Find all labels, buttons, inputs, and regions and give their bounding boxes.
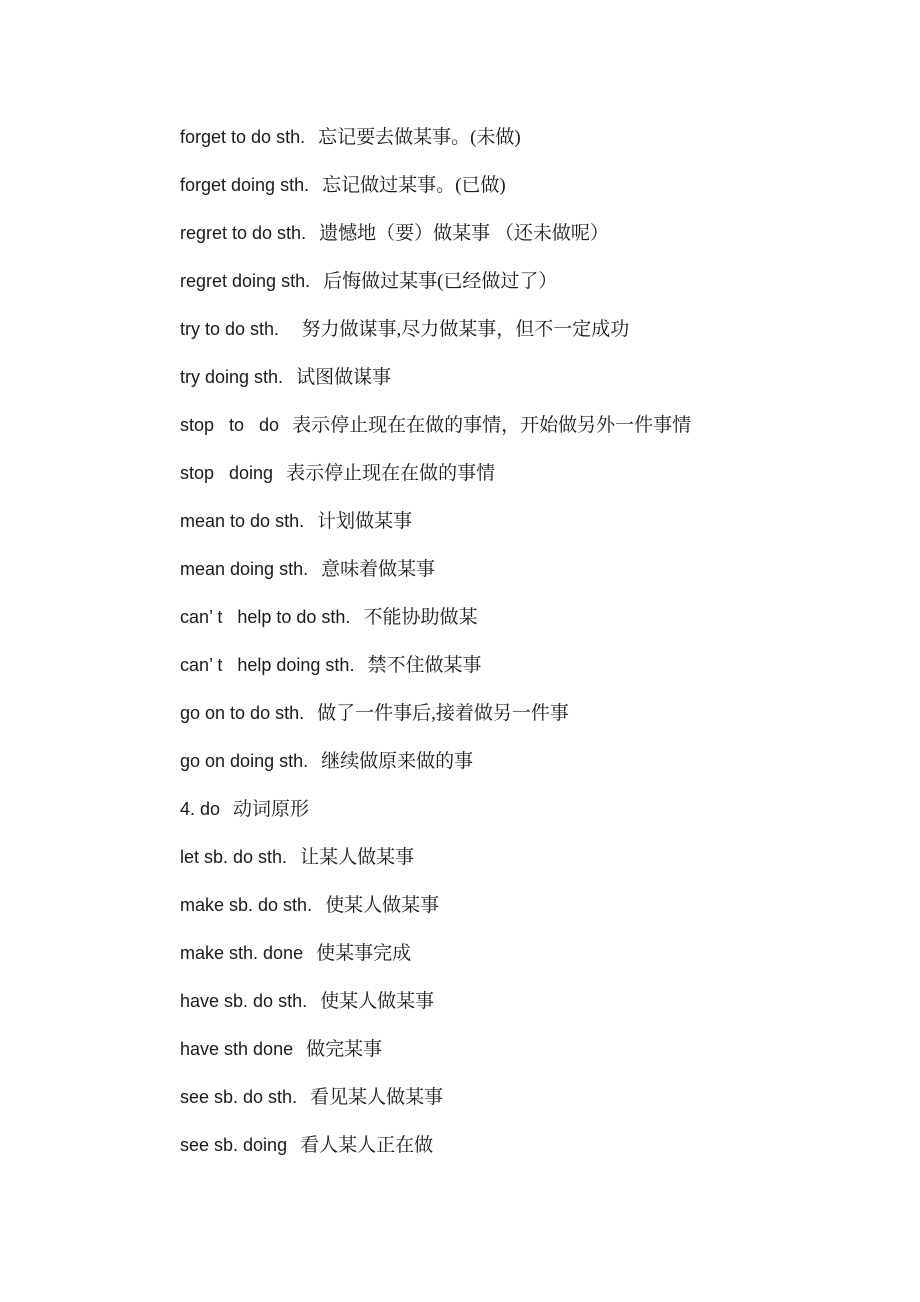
phrase-line [180,1073,880,1121]
chinese-explanation: 忘记做过某事。(已做) [322,175,506,196]
phrase-line [180,977,880,1025]
chinese-explanation: 表示停止现在在做的事情，开始做另外一件事情 [292,415,692,436]
english-phrase: make sth. done [180,943,304,963]
english-phrase: forget to do sth. [180,127,306,147]
english-phrase: go on doing sth. [180,751,309,771]
phrase-line [180,833,880,881]
chinese-explanation: 忘记要去做某事。(未做) [318,127,521,148]
phrase-line [180,737,880,785]
phrase-line [180,113,880,161]
english-phrase: mean to do sth. [180,511,305,531]
english-phrase: have sth done [180,1039,294,1059]
english-phrase: let sb. do sth. [180,847,288,867]
english-phrase: regret doing sth. [180,271,311,291]
phrase-line [180,161,880,209]
english-phrase: try doing sth. [180,367,284,387]
chinese-explanation: 让某人做某事 [300,847,415,868]
phrase-line [180,641,880,689]
chinese-explanation: 表示停止现在在做的事情 [286,463,496,484]
phrase-line [180,305,880,353]
english-phrase: see sb. do sth. [180,1087,298,1107]
english-phrase: 4. do [180,799,221,819]
english-phrase: make sb. do sth. [180,895,313,915]
phrase-line [180,401,880,449]
english-phrase: see sb. doing [180,1135,288,1155]
phrase-line [180,449,880,497]
chinese-explanation: 努力做谋事,尽力做某事，但不一定成功 [292,319,630,340]
chinese-explanation: 禁不住做某事 [367,655,482,676]
phrase-line [180,353,880,401]
phrase-line [180,545,880,593]
chinese-explanation: 不能协助做某 [363,607,478,628]
phrase-line [180,497,880,545]
phrase-line [180,1121,880,1169]
phrase-line [180,929,880,977]
phrase-line [180,785,880,833]
english-phrase: regret to do sth. [180,223,307,243]
phrase-line [180,689,880,737]
phrase-line [180,1025,880,1073]
chinese-explanation: 遗憾地（要）做某事 （还未做呢） [319,223,609,244]
english-phrase: stop doing [180,463,274,483]
chinese-explanation: 做完某事 [306,1039,383,1060]
phrase-line [180,593,880,641]
chinese-explanation: 看人某人正在做 [300,1135,434,1156]
chinese-explanation: 意味着做某事 [321,559,436,580]
english-phrase: go on to do sth. [180,703,305,723]
english-phrase: have sb. do sth. [180,991,308,1011]
chinese-explanation: 继续做原来做的事 [321,751,474,772]
phrase-line [180,209,880,257]
phrase-list [180,113,880,1169]
chinese-explanation: 使某人做某事 [320,991,435,1012]
chinese-explanation: 使某事完成 [316,943,412,964]
chinese-explanation: 使某人做某事 [325,895,440,916]
chinese-explanation: 看见某人做某事 [310,1087,444,1108]
chinese-explanation: 动词原形 [233,799,310,820]
chinese-explanation: 计划做某事 [317,511,413,532]
english-phrase: can’ t help doing sth. [180,655,355,675]
chinese-explanation: 试图做谋事 [296,367,392,388]
phrase-line [180,257,880,305]
english-phrase: stop to do [180,415,280,435]
english-phrase: forget doing sth. [180,175,310,195]
english-phrase: mean doing sth. [180,559,309,579]
chinese-explanation: 做了一件事后,接着做另一件事 [317,703,569,724]
english-phrase: try to do sth. [180,319,280,339]
phrase-line [180,881,880,929]
chinese-explanation: 后悔做过某事(已经做过了） [323,271,558,292]
english-phrase: can’ t help to do sth. [180,607,351,627]
